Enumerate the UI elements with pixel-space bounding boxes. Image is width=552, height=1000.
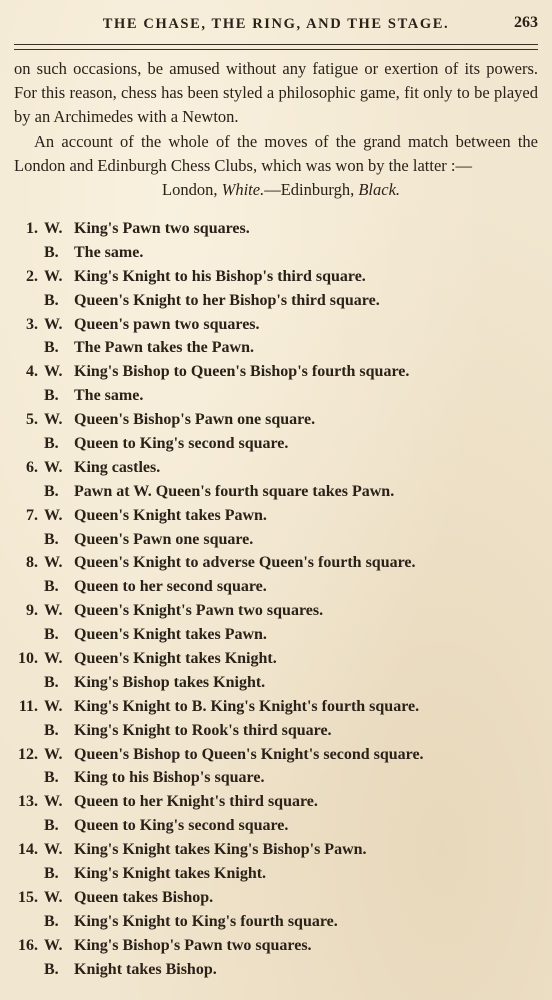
white-marker: W.	[44, 650, 63, 668]
move-black-line	[0, 766, 552, 790]
move-black-line	[0, 862, 552, 886]
header-rule	[14, 44, 538, 50]
page-header	[14, 14, 538, 38]
match-subheading	[14, 178, 538, 202]
move-number: 14.	[18, 841, 38, 859]
subhead-white: White.	[221, 180, 265, 200]
move-white-line	[0, 408, 552, 432]
white-marker: W.	[44, 506, 63, 524]
subhead-london: London,	[161, 180, 222, 200]
paragraph-match-intro: An account of the whole of the moves of the grand match between the London and Edinburgh Chess Clubs, which was won by the latter :—	[14, 131, 538, 175]
black-marker: B.	[44, 482, 59, 500]
move-black-line	[0, 575, 552, 599]
black-move-text: The same.	[74, 243, 144, 261]
running-title: THE CHASE, THE RING, AND THE STAGE.	[102, 16, 450, 32]
black-marker: B.	[44, 912, 59, 930]
move-white-line	[0, 743, 552, 767]
move-black-line	[0, 623, 552, 647]
white-marker: W.	[44, 602, 63, 620]
black-move-text: Queen to her second square.	[74, 578, 267, 596]
white-move-text: Queen's Knight to adverse Queen's fourth square.	[74, 554, 416, 572]
white-marker: W.	[44, 697, 63, 715]
black-move-text: Queen to King's second square.	[74, 817, 289, 835]
move-number: 5.	[26, 411, 38, 429]
move-white-line	[0, 695, 552, 719]
white-move-text: King's Knight to his Bishop's third square.	[74, 267, 366, 285]
move-black-line	[0, 384, 552, 408]
move-number: 16.	[18, 936, 38, 954]
white-marker: W.	[44, 458, 63, 476]
move-black-line	[0, 958, 552, 982]
move-white-line	[0, 838, 552, 862]
black-move-text: King's Bishop takes Knight.	[74, 673, 266, 691]
move-white-line	[0, 934, 552, 958]
black-marker: B.	[44, 578, 59, 596]
white-move-text: Queen to her Knight's third square.	[74, 793, 318, 811]
black-move-text: King's Knight to King's fourth square.	[74, 912, 338, 930]
black-marker: B.	[44, 243, 59, 261]
white-move-text: Queen's Knight takes Knight.	[74, 650, 277, 668]
move-white-line	[0, 360, 552, 384]
move-black-line	[0, 432, 552, 456]
black-move-text: Queen's Knight to her Bishop's third square.	[74, 291, 380, 309]
move-black-line	[0, 814, 552, 838]
black-marker: B.	[44, 817, 59, 835]
moves-list	[0, 217, 552, 982]
move-black-line	[0, 289, 552, 313]
black-marker: B.	[44, 865, 59, 883]
black-move-text: Queen to King's second square.	[74, 435, 289, 453]
white-move-text: Queen's Knight's Pawn two squares.	[74, 602, 324, 620]
black-move-text: Queen's Pawn one square.	[74, 530, 254, 548]
black-move-text: King's Knight to Rook's third square.	[74, 721, 332, 739]
white-marker: W.	[44, 267, 63, 285]
move-white-line	[0, 456, 552, 480]
white-move-text: King's Bishop to Queen's Bishop's fourth square.	[74, 363, 410, 381]
black-move-text: The Pawn takes the Pawn.	[74, 339, 255, 357]
move-white-line	[0, 886, 552, 910]
white-move-text: Queen's Bishop to Queen's Knight's second square.	[74, 745, 424, 763]
black-move-text: The same.	[74, 387, 144, 405]
black-move-text: Knight takes Bishop.	[74, 960, 217, 978]
paragraph-continuation: on such occasions, be amused without any fatigue or exertion of its powers. For this reason, chess has been styled a philosophic game, fit only to be played by an Archimedes with a Newton.	[14, 59, 538, 127]
move-number: 4.	[26, 363, 38, 381]
black-move-text: King's Knight takes Knight.	[74, 865, 267, 883]
white-move-text: Queen's pawn two squares.	[74, 315, 260, 333]
black-marker: B.	[44, 960, 59, 978]
white-marker: W.	[44, 411, 63, 429]
move-number: 1.	[26, 220, 38, 237]
move-white-line	[0, 551, 552, 575]
white-move-text: King's Bishop's Pawn two squares.	[74, 936, 312, 954]
subhead-edinburgh: —Edinburgh,	[264, 180, 359, 200]
move-white-line	[0, 313, 552, 337]
white-move-text: Queen's Knight takes Pawn.	[74, 506, 267, 524]
move-white-line	[0, 790, 552, 814]
black-marker: B.	[44, 435, 59, 453]
move-number: 15.	[18, 888, 38, 906]
subhead-black: Black.	[358, 180, 401, 200]
black-marker: B.	[44, 721, 59, 739]
move-number: 7.	[26, 506, 38, 524]
body-text	[14, 57, 538, 202]
black-marker: B.	[44, 387, 59, 405]
move-black-line	[0, 671, 552, 695]
move-black-line	[0, 336, 552, 360]
white-marker: W.	[44, 745, 63, 763]
move-number: 6.	[26, 458, 38, 476]
move-black-line	[0, 719, 552, 743]
move-number: 9.	[26, 602, 38, 620]
move-white-line	[0, 599, 552, 623]
white-move-text: King castles.	[74, 458, 161, 476]
white-marker: W.	[44, 554, 63, 572]
move-number: 12.	[18, 745, 38, 763]
white-marker: W.	[44, 220, 63, 237]
black-marker: B.	[44, 626, 59, 644]
move-white-line	[0, 504, 552, 528]
black-move-text: Pawn at W. Queen's fourth square takes Pawn.	[74, 482, 395, 500]
white-marker: W.	[44, 363, 63, 381]
white-marker: W.	[44, 841, 63, 859]
white-marker: W.	[44, 888, 63, 906]
black-marker: B.	[44, 769, 59, 787]
move-black-line	[0, 241, 552, 265]
page-number: 263	[514, 14, 538, 31]
move-number: 10.	[18, 650, 38, 668]
white-move-text: King's Knight takes King's Bishop's Pawn.	[74, 841, 367, 859]
white-move-text: King's Pawn two squares.	[74, 220, 250, 237]
move-number: 13.	[18, 793, 38, 811]
white-move-text: Queen takes Bishop.	[74, 888, 214, 906]
move-number: 3.	[26, 315, 38, 333]
black-marker: B.	[44, 673, 59, 691]
white-marker: W.	[44, 315, 63, 333]
move-black-line	[0, 528, 552, 552]
move-white-line	[0, 217, 552, 241]
move-number: 11.	[18, 697, 38, 715]
black-move-text: Queen's Knight takes Pawn.	[74, 626, 267, 644]
move-white-line	[0, 265, 552, 289]
move-number: 8.	[26, 554, 38, 572]
black-marker: B.	[44, 530, 59, 548]
white-marker: W.	[44, 936, 63, 954]
move-black-line	[0, 910, 552, 934]
black-move-text: King to his Bishop's square.	[74, 769, 265, 787]
white-move-text: Queen's Bishop's Pawn one square.	[74, 411, 316, 429]
black-marker: B.	[44, 291, 59, 309]
black-marker: B.	[44, 339, 59, 357]
white-move-text: King's Knight to B. King's Knight's fourth square.	[74, 697, 420, 715]
white-marker: W.	[44, 793, 63, 811]
move-black-line	[0, 480, 552, 504]
move-white-line	[0, 647, 552, 671]
move-number: 2.	[26, 267, 38, 285]
